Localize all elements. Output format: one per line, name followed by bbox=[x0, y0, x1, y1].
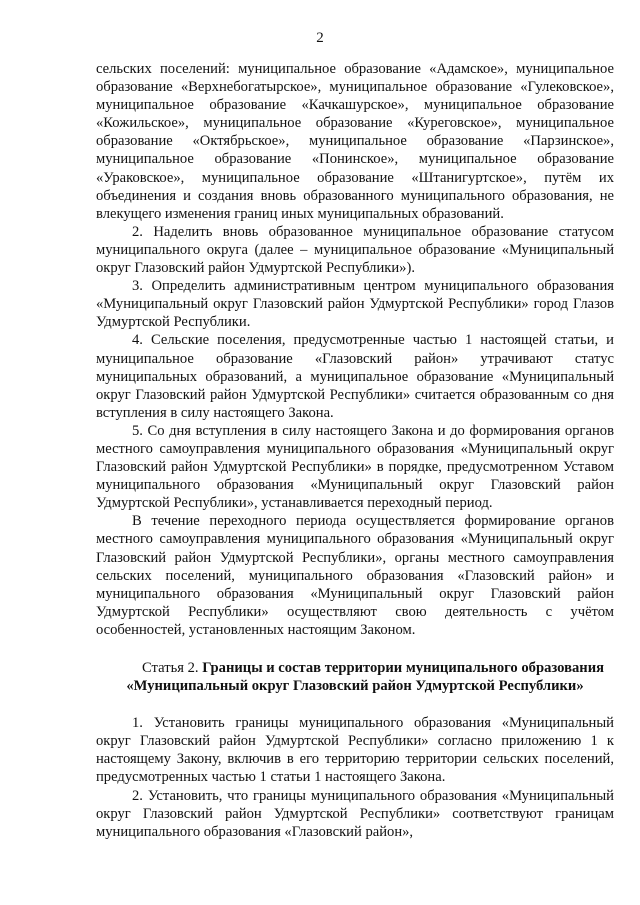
article-2-paragraph-1: 1. Установить границы муниципального образования «Муниципальный округ Глазовский район Удмуртской Республики» согласно приложению 1 к настоящему Закону, включив в его территорию территории сельских поселений, предусмотренных частью 1 статьи 1 настоящего Закона. bbox=[96, 715, 614, 786]
paragraph-4-loss-of-status: 4. Сельские поселения, предусмотренные частью 1 настоящей статьи, и муниципальное образование «Глазовский район» утрачивают статус муниципальных образований, а муниципальное образование «Муниципальный округ Глазовский район Удмуртской Республики» считается образованным со дня вступления в силу настоящего Закона. bbox=[96, 332, 614, 421]
article-2-paragraph-2: 2. Установить, что границы муниципального образования «Муниципальный округ Глазовский район Удмуртской Республики» соответствуют границам муниципального образования «Глазовский район», bbox=[96, 787, 614, 840]
document-body bbox=[96, 60, 614, 841]
paragraph-5-transition-period: 5. Со дня вступления в силу настоящего Закона и до формирования органов местного самоуправления муниципального образования «Муниципальный округ Глазовский район Удмуртской Республики» в порядке, предусмотренном Уставом муниципального образования «Муниципальный округ Глазовский район Удмуртской Республики», устанавливается переходный период. bbox=[96, 422, 614, 512]
article-2-heading bbox=[96, 659, 614, 695]
paragraph-settlements-list: сельских поселений: муниципальное образование «Адамское», муниципальное образование «Верхнебогатырское», муниципальное образование «Гулековское», муниципальное образование «Качкашурское», муниципальное образование «Кожильское», муниципальное образование «Куреговское», муниципальное образование «Октябрьское», муниципальное образование «Парзинское», муниципальное образование «Понинское», муниципальное образование «Ураковское», муниципальное образование «Штанигуртское», путём их объединения и создания вновь образованного муниципального образования, не влекущего изменения границ иных муниципальных образований. bbox=[96, 61, 614, 222]
paragraph-transition-details: В течение переходного периода осуществляется формирование органов местного самоуправления муниципального образования «Муниципальный округ Глазовский район Удмуртской Республики», органы местного самоуправления сельских поселений, муниципального образования «Глазовский район» и муниципального образования «Муниципальный округ Глазовский район Удмуртской Республики» осуществляют свою деятельность с учётом особенностей, установленных настоящим Законом. bbox=[96, 513, 614, 638]
paragraph-3-admin-center: 3. Определить административным центром муниципального образования «Муниципальный округ Глазовский район Удмуртской Республики» город Глазов Удмуртской Республики. bbox=[96, 278, 614, 331]
paragraph-2-status: 2. Наделить вновь образованное муниципальное образование статусом муниципального округа (далее – муниципальное образование «Муниципальный округ Глазовский район Удмуртской Республики»). bbox=[96, 223, 614, 277]
article-2-title: Границы и состав территории муниципального образования «Муниципальный округ Глазовский район Удмуртской Республики» bbox=[126, 660, 604, 695]
page-number: 2 bbox=[316, 30, 324, 46]
article-2-prefix: Статья 2. bbox=[142, 660, 203, 676]
